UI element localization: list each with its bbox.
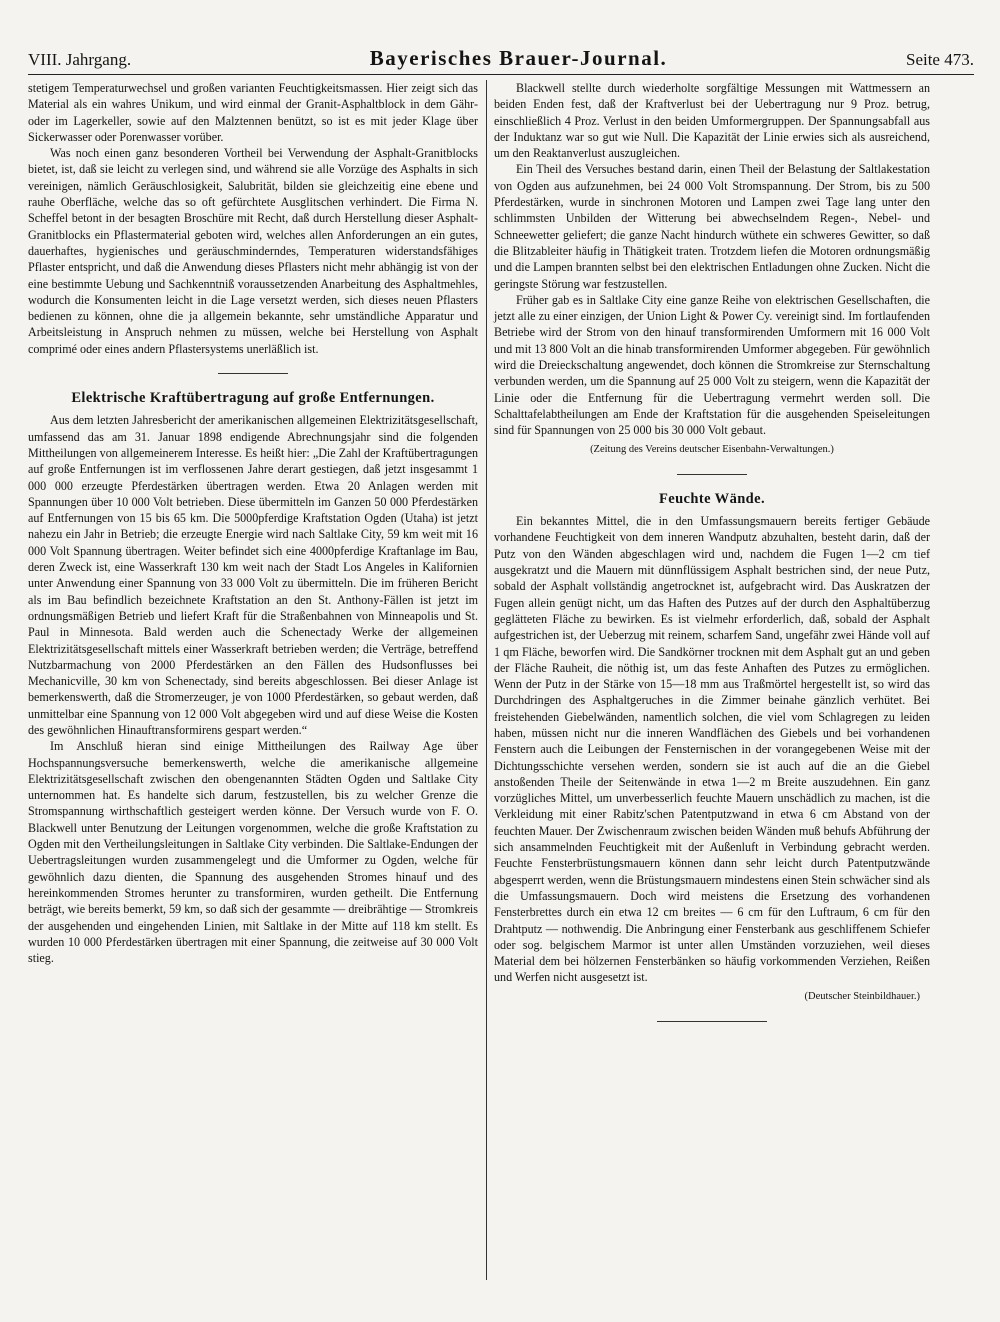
journal-title: Bayerisches Brauer-Journal. — [369, 46, 668, 70]
article-paragraph: Im Anschluß hieran sind einige Mittheilungen des Railway Age über Hochspannungsversuche bemerkenswerth, welche die amerikanische allgemeine Elektrizitätsgesellschaft zwischen den obengenannten Städten Ogden und Saltlake City unternommen hat. Es handelte sich darum, festzustellen, bis zu welcher Grenze die Stromspannung wirthschaftlich gesteigert werden könne. Der Versuch wurde von F. O. Blackwell unter Benutzung der Leitungen vorgenommen, welche die große Kraftstation zu Ogden mit den Vertheilungsleitungen in Saltlake City verbinden. Die Saltlake-Endungen der Uebertragsleitungen wurden zusammengelegt und die Umformer zu Ogden, welche für gewöhnlich dazu dienten, die Spannung des ausgehenden Stromes hinauf und des hereinkommenden Stromes herunter zu transformiren, wurden getheilt. Die Entfernung beträgt, wie bereits bemerkt, 59 km, so daß sich der gesammte — dreibrähtige — Stromkreis der ausgehenden und eingehenden Linien, mit Saltlake in der Mitte auf 118 km stellt. Es wurden 10 000 Pferdestärken übertragen mit einer Spannung, die zeitweise auf 30 000 Volt stieg. — [28, 739, 478, 966]
article-paragraph: Blackwell stellte durch wiederholte sorgfältige Messungen mit Wattmessern an beiden Enden fest, daß der Kraftverlust bei der Uebertragung nur 9 Proz. betrug, einschließlich 4 Proz. Verlust in den beiden Umformergruppen. Der Spannungsabfall aus der Induktanz war so gut wie Null. Die Kapazität der Linie erwies sich als ausreichend, um den Reaktanverlust auszugleichen. — [494, 81, 930, 161]
column-rule — [486, 80, 487, 1280]
article-heading: Elektrische Kraftübertragung auf große Entfernungen. — [71, 390, 435, 407]
section-divider — [218, 373, 288, 374]
source-citation: (Deutscher Steinbildhauer.) — [804, 990, 920, 1002]
article-paragraph: Ein Theil des Versuches bestand darin, einen Theil der Belastung der Saltlakestation von Ogden aus aufzunehmen, bei 24 000 Volt Stromspannung. Der Strom, bis zu 500 Pferdestärken, wurde in sinchronen Motoren und Lampen zwei Tage lang unter den schlimmsten Unbilden der Witterung bei abwechselndem Regen-, Nebel- und Schneewetter geliefert; die ganze Nacht hindurch wüthete ein schweres Gewitter, so daß die Blitzableiter häufig in Thätigkeit traten. Trotzdem liefen die Motoren ordnungsmäßig und die Lampen brannten selbst bei den elektrischen Entladungen ohne Zucken. Nicht die geringste Störung war festzustellen. — [494, 162, 930, 291]
source-citation: (Zeitung des Vereins deutscher Eisenbahn-Verwaltungen.) — [590, 443, 834, 455]
section-divider — [657, 1021, 767, 1022]
article-paragraph: Früher gab es in Saltlake City eine ganze Reihe von elektrischen Gesellschaften, die jetzt alle zu einer einzigen, der Union Light & Power Cy. vereinigt sind. Im fortlaufenden Betriebe wird der Strom von den hinauf transformirenden Umformern mit 16 000 Volt und mit 13 800 Volt an die hinab transformirenden Umformer abgegeben. Für gewöhnlich wird die Dreieckschaltung angewendet, doch können die Stromkreise zur Sternschaltung verbunden werden, um die Spannung auf 25 000 Volt zu steigern, wenn die Kapazität der Linie oder die Entfernung für die Uebertragung vermehrt werden soll. Die Schalttafelabtheilungen am Ende der Kraftstation für die ausgehenden Speiseleitungen sind für Spannungen von 25 000 bis 30 000 Volt gebaut. — [494, 292, 930, 438]
section-divider — [677, 474, 747, 475]
volume-label: VIII. Jahrgang. — [28, 50, 132, 69]
article-paragraph: Was noch einen ganz besonderen Vortheil bei Verwendung der Asphalt-Granitblocks bietet, ist, daß sie leicht zu verlegen sind, und während sie alle Vorzüge des Asphalts in sich vereinigen, nämlich Geräuschlosigkeit, Salubrität, bilden sie gleichzeitig eine ebene und rauhe Oberfläche, welche das so oft gefürchtete Ausglitschen verhindert. Die Firma N. Scheffel betont in der besagten Broschüre mit Recht, daß durch Herstellung dieser Asphalt-Granitblocks ein Pflastermaterial geboten wird, welches allen Anforderungen an ein gutes, dauerhaftes, hygienisches und geräuschminderndes, Temperaturen widerstandsfähiges Pflaster entspricht, und daß die Anwendung dieses Pflasters nicht mehr abhängig ist von der eine bestimmte Uebung und Sachkenntniß voraussetzenden Anarbeitung des Asphaltmehles, wodurch die Konsumenten leicht in die Lage versetzt werden, sich dieses neuen Pflasters bedienen zu können, ohne die ja allgemein bekannte, sehr umständliche Apparatur und Arbeitsleistung in Anspruch nehmen zu müssen, welche bei Herstellung von Asphalt comprimé oder eines andern Pflastersystems unerläßlich ist. — [28, 146, 478, 356]
article-paragraph: Aus dem letzten Jahresbericht der amerikanischen allgemeinen Elektrizitätsgesellschaft, umfassend das am 31. Januar 1898 endigende Abrechnungsjahr sind die folgenden Mittheilungen von allgemeinerem Interesse. Es heißt hier: „Die Zahl der Kraftübertragungen auf große Entfernungen ist im verflossenen Jahre derart gestiegen, daß jetzt insgesammt 1 000 000 erzeugte Pferdestärken übertragen werden. Etwa 20 Anlagen werden mit Spannungen über 10 000 Volt betrieben. Diese übermitteln im Ganzen 50 000 Pferdestärken auf Entfernungen von 15 bis 65 km. Die 5000pferdige Kraftstation Ogden (Utaha) ist jetzt nahezu ein Jahr in Betrieb; die erzeugte Energie wird nach Saltlake City, 59 km weit mit 16 000 Volt Spannung übertragen. Weiter befindet sich eine 4000pferdige Kraftanlage im Bau, deren Zweck ist, eine Wasserkraft 130 km weit nach der Stadt Los Angeles in Kalifornien unter Anwendung einer Spannung von 33 000 Volt zu übermitteln. Die im früheren Bericht als im Bau befindlich bezeichnete Kraftstation an den St. Anthony-Fällen ist jetzt im ordnungsmäßigen Betrieb und liefert Kraft für die Straßenbahnen von Minneapolis und St. Paul in Minnesota. Bald werden auch die Schenectady Werke der allgemeinen Elektrizitätsgesellschaft mittels einer Wasserkraft betrieben werden; die Verträge, betreffend Nutzbarmachung von 2000 Pferdestärken an den Fällen des Hudsonflusses bei Mechanicville, 30 km von Schenectady, sind bereits abgeschlossen. Bei dieser Anlage ist bemerkenswerth, daß die Stromerzeuger, je von 1000 Pferdestärken, so gebaut werden, daß unmittelbar eine Spannung von 12 000 Volt abgegeben wird und auf diese Weise die Kosten des gewöhnlichen Hinauftransformirens gespart werden.“ — [28, 413, 478, 737]
page-header — [28, 46, 974, 75]
article-heading: Feuchte Wände. — [658, 490, 766, 507]
left-column — [28, 80, 478, 966]
page-number: Seite 473. — [905, 50, 974, 69]
article-paragraph: stetigem Temperaturwechsel und großen varianten Feuchtigkeitsmassen. Hier zeigt sich das Material als ein wahres Unikum, und wird einmal der Granit-Asphaltblock in dem Gähr- oder im Lagerkeller, sowie auf den Malztennen benützt, so ist es mit jeder Klage über Sickerwasser oder Porenwasser vorüber. — [28, 81, 478, 144]
right-column — [494, 80, 930, 1038]
article-paragraph: Ein bekanntes Mittel, die in den Umfassungsmauern bereits fertiger Gebäude vorhandene Feuchtigkeit von dem inneren Wandputz abzuhalten, besteht darin, daß der Putz von den Wänden abgeschlagen wird und, nachdem die Fugen 1—2 cm tief ausgekratzt und die Mauern mit dünnflüssigem Asphalt bestrichen sind, der neue Putz, sobald der Asphalt vollständig angetrocknet ist, aufgebracht wird. Das Auskratzen der Fugen allein genügt nicht, um das Haften des Putzes auf der durch den Asphaltüberzug geglätteten Fläche zu bewirken. Es ist vielmehr erforderlich, daß, sobald der Asphalt aufgestrichen ist, der Ueberzug mit reinem, scharfem Sand, ungefähr zwei Hände voll auf 1 qm Fläche, beworfen wird. Die Sandkörner trocknen mit dem Asphalt gut an und geben der Fläche Rauheit, die nöthig ist, um das feste Anhaften des Putzes zu ermöglichen. Wenn der Putz in der Stärke von 15—18 mm aus Traßmörtel hergestellt ist, so wird das Durchdringen des Asphaltgeruches in die Zimmer beinahe gänzlich verhütet. Bei freistehenden Giebelwänden, namentlich solchen, die viel vom Schlagregen zu leiden haben, müssen nicht nur die inneren Wandflächen des Giebels und bei vorhandenen Fenstern auch die Leibungen der Fensternischen in der vorangegebenen Weise mit der Dichtungsschichte versehen werden, sondern sie ist auch auf die an die Giebel anstoßenden Theile der Seitenwände in etwa 1—2 m Breite auszudehnen. Ein ganz vorzügliches Mittel, um unverbesserlich feuchte Mauern unschädlich zu machen, ist die Verkleidung mit einer Rabitz'schen Patentputzwand in etwa 6 cm Abstand von der feuchten Mauer. Der Zwischenraum zwischen beiden Wänden muß behufs Abführung der sich ansammelnden Feuchtigkeit mit der Außenluft in Verbindung gebracht werden. Feuchte Fensterbrüstungsmauern können dann sehr leicht durch Patentputzwände abgesperrt werden, wenn die Brüstungsmauern mindestens einen Stein schwächer sind als die Umfassungsmauern. Doch wird meistens die Ersetzung des vorhandenen Fensterbrettes durch ein etwa 12 cm breites — 6 cm für den Luftraum, 6 cm für den Drahtputz — nothwendig. Die Anbringung einer Fensterbank aus geschliffenem Schiefer oder sog. belgischem Marmor ist unter allen Umständen vorzuziehen, weil dieses Material dem bei hölzernen Fensterbänken so häufig vorkommenden Verziehen, Reißen und Werfen nicht ausgesetzt ist. — [494, 514, 930, 985]
